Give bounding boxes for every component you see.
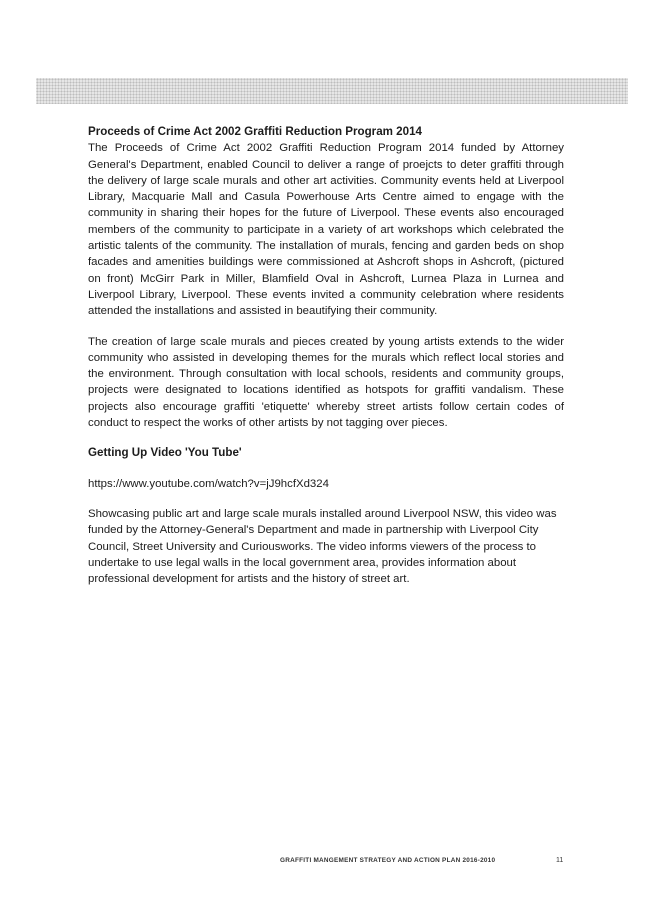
body-paragraph: Showcasing public art and large scale murals installed around Liverpool NSW, this video was funded by the Attorney-General's Department and made in partnership with Liverpool City Council, Street University and Curiousworks. The video informs viewers of the process to undertake to use legal walls in the local government area, provides information about professional development for artists and the history of street art. xyxy=(88,507,557,586)
body-paragraph: The creation of large scale murals and pieces created by young artists extends to the wider community who assisted in developing themes for the murals which reflect local stories and the environment. Through consultation with local schools, residents and community groups, projects were designated to locations identified as hotspots for graffiti vandalism. These projects also encourage graffiti 'etiquette' whereby street artists follow certain codes of conduct to respect the works of other artists by not tagging over pieces. xyxy=(88,335,564,430)
document-body xyxy=(88,124,564,587)
header-band xyxy=(36,78,628,104)
section-heading: Proceeds of Crime Act 2002 Graffiti Reduction Program 2014 xyxy=(88,125,422,138)
youtube-link[interactable]: https://www.youtube.com/watch?v=jJ9hcfXd324 xyxy=(88,477,329,490)
page-number: 11 xyxy=(556,857,564,864)
footer-title: GRAFFITI MANGEMENT STRATEGY AND ACTION PLAN 2016-2010 xyxy=(280,857,496,864)
section-heading: Getting Up Video 'You Tube' xyxy=(88,446,242,460)
body-paragraph: The Proceeds of Crime Act 2002 Graffiti Reduction Program 2014 funded by Attorney General's Department, enabled Council to deliver a range of proejcts to deter graffiti through the delivery of large scale murals and other art activities. Community events held at Liverpool Library, Macquarie Mall and Casula Powerhouse Arts Centre aimed to engage with the community in sharing their hopes for the future of Liverpool. These events also encouraged members of the community to participate in a variety of art workshops which celebrated the artistic talents of the community. The installation of murals, fencing and garden beds on shop facades and amenities buildings were commissioned at Ashcroft shops in Ashcroft, (pictured on front) McGirr Park in Miller, Blamfield Oval in Ashcroft, Lurnea Plaza in Lurnea and Liverpool Library, Liverpool. These events invited a community celebration where residents attended the installations and assisted in beautifying their community. xyxy=(88,142,564,318)
